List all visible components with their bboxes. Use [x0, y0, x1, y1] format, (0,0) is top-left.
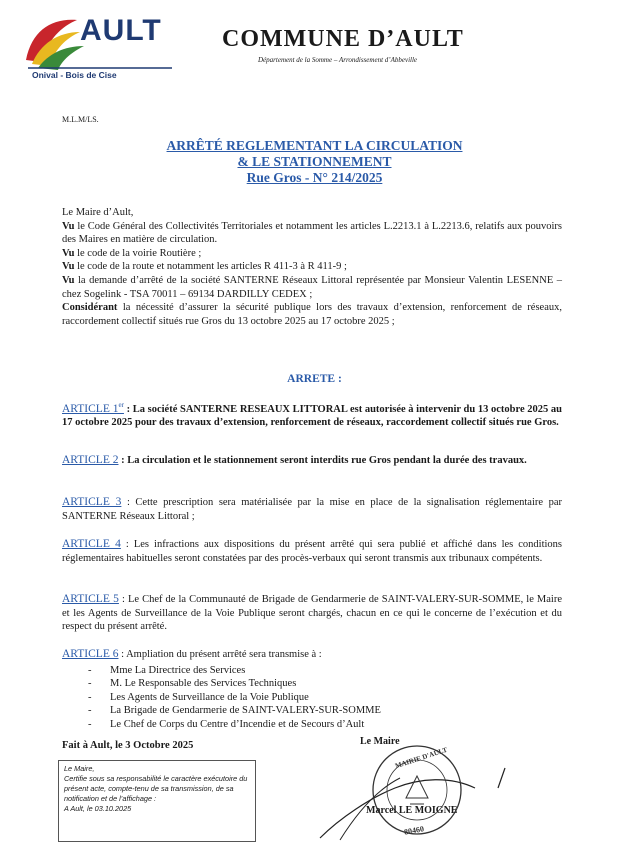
- commune-title: COMMUNE D’AULT: [222, 26, 464, 52]
- list-item: - M. Le Responsable des Services Techniques: [88, 677, 381, 690]
- preamble: [62, 206, 562, 328]
- article-2: ARTICLE 2 : La circulation et le stationnement seront interdits rue Gros pendant la durée des travaux.: [62, 454, 527, 466]
- article-3: ARTICLE 3 : Cette prescription sera matérialisée par la mise en place de la signalisation réglementaire par SANTERNE Réseaux Littoral ;: [62, 496, 562, 522]
- vu-route: Vu le code de la route et notamment les articles R 411-3 à R 411-9 ;: [62, 261, 347, 273]
- vu-demande: Vu la demande d’arrêté de la société SANTERNE Réseaux Littoral représentée par Monsieur Valentin LESENNE – chez Sogelink - TSA 70011 – 69134 DARDILLY CEDEX ;: [62, 274, 562, 300]
- article-2-label: ARTICLE 2: [62, 454, 119, 466]
- preamble-opening: Le Maire d’Ault,: [62, 207, 134, 218]
- title-line-3: Rue Gros - N° 214/2025: [246, 170, 383, 185]
- vu-voirie: Vu le code de la voirie Routière ;: [62, 247, 202, 259]
- done-at: Fait à Ault, le 3 Octobre 2025: [62, 740, 194, 751]
- article-1-label: ARTICLE 1er: [62, 401, 124, 415]
- article-4: ARTICLE 4 : Les infractions aux dispositions du présent arrêté qui sera publié et affiché dans les conditions réglementaires habituelles seront constatées par des procès-verbaux qui seront transmis aux tribunaux compétents.: [62, 538, 562, 564]
- article-4-label: ARTICLE 4: [62, 538, 121, 550]
- title-line-1: ARRÊTÉ REGLEMENTANT LA CIRCULATION: [166, 138, 463, 153]
- signature-title: Le Maire: [360, 736, 400, 747]
- article-5-label: ARTICLE 5: [62, 593, 119, 605]
- department-line: Département de la Somme – Arrondissement d’Abbeville: [258, 56, 418, 64]
- stamp-code: 80460: [403, 824, 425, 837]
- logo-subtitle: Onival - Bois de Cise: [32, 70, 117, 80]
- reference: M.L.M/LS.: [62, 115, 99, 124]
- article-3-label: ARTICLE 3: [62, 496, 122, 508]
- vu-cgct: Vu le Code Général des Collectivités Territoriales et notamment les articles L.2213.1 à L.2213.6, relatifs aux pouvoirs des Maires en matière de circulation.: [62, 220, 562, 246]
- article-5: ARTICLE 5 : Le Chef de la Communauté de Brigade de Gendarmerie de SAINT-VALERY-SUR-SOMME, le Maire et les Agents de Surveillance de la Voie Publique seront chargés, chacun en ce qui le concerne de l’exécution et du respect du présent arrêté.: [62, 593, 563, 633]
- certification-box: [58, 760, 256, 842]
- signature-name: Marcel LE MOIGNE: [366, 805, 458, 816]
- certification-date: A Ault, le 03.10.2025: [64, 804, 132, 813]
- list-item: - Les Agents de Surveillance de la Voie Publique: [88, 691, 381, 704]
- list-item: - La Brigade de Gendarmerie de SAINT-VALERY-SUR-SOMME: [88, 704, 381, 717]
- article-6-label: ARTICLE 6: [62, 648, 119, 660]
- article-1: ARTICLE 1er : La société SANTERNE RESEAUX LITTORAL est autorisée à intervenir du 13 octobre 2025 au 17 octobre 2025 pour des travaux d’extension, renforcement de réseaux, raccordement collectif situés rue Gros.: [62, 401, 562, 429]
- list-item: - Le Chef de Corps du Centre d’Incendie et de Secours d’Ault: [88, 718, 381, 731]
- recipients-list: [88, 664, 381, 731]
- title-line-2: & LE STATIONNEMENT: [237, 154, 392, 169]
- considerant: Considérant la nécessité d’assurer la sécurité publique lors des travaux d’extension, renforcement de réseaux, raccordement collectif situés rue Gros du 13 octobre 2025 au 17 octobre 2025 ;: [62, 302, 562, 327]
- logo-name: AULT: [80, 14, 162, 47]
- list-item: - Mme La Directrice des Services: [88, 664, 381, 677]
- arrete-heading: ARRETE :: [287, 373, 342, 385]
- certification-text: Certifie sous sa responsabilité le caractère exécutoire du présent acte, compte-tenu de sa transmission, de sa notification et de l’affichage :: [64, 774, 248, 803]
- certification-title: Le Maire,: [64, 764, 95, 773]
- ault-logo: [22, 10, 172, 82]
- stamp-text: MAIRIE D'AULT: [394, 745, 449, 771]
- article-6: ARTICLE 6 : Ampliation du présent arrêté sera transmise à :: [62, 648, 322, 660]
